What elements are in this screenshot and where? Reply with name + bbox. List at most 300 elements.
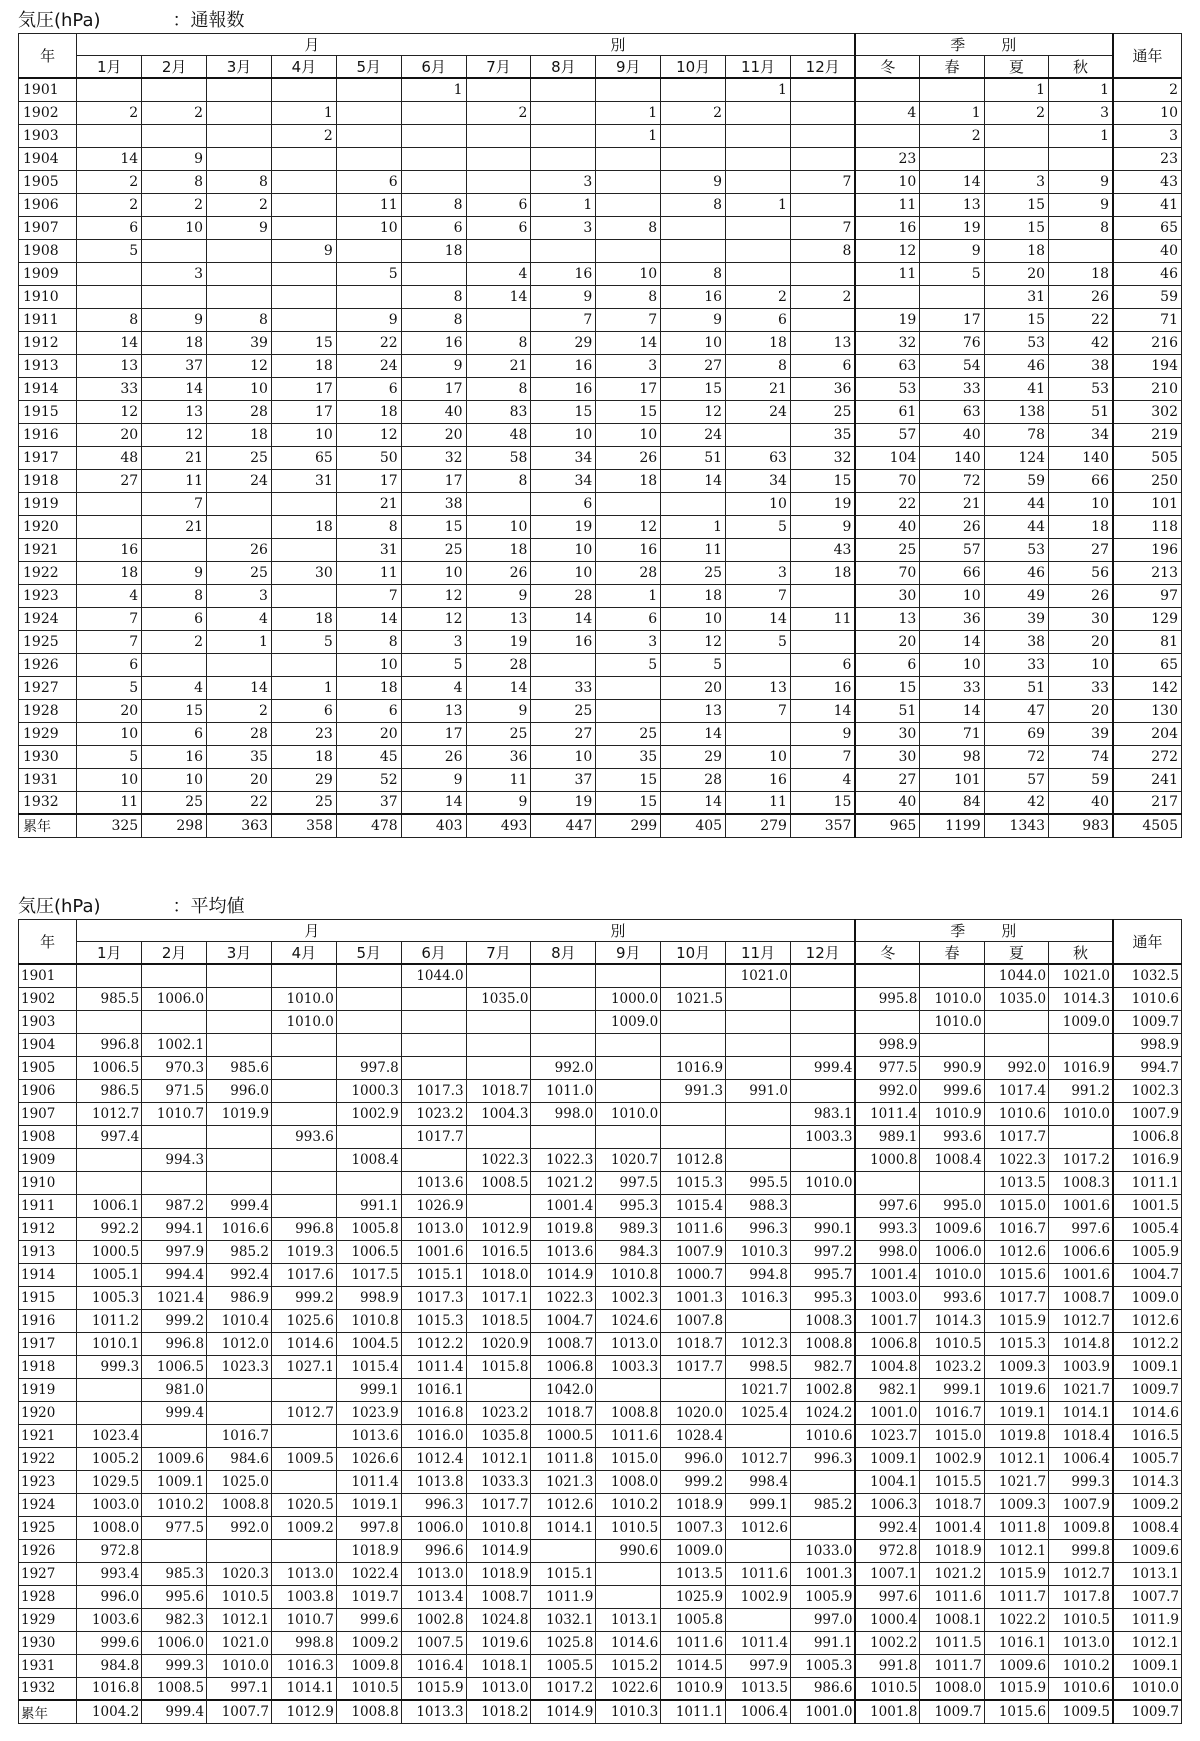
table-cell: 999.2 xyxy=(271,1286,336,1309)
table-cell: 994.4 xyxy=(142,1263,207,1286)
table-cell xyxy=(466,492,531,515)
table-cell: 15 xyxy=(271,331,336,354)
table-cell: 999.4 xyxy=(142,1700,207,1723)
table-cell: 20 xyxy=(984,262,1048,285)
table-cell: 988.3 xyxy=(726,1194,791,1217)
table-cell: 194 xyxy=(1113,354,1182,377)
table-cell: 997.9 xyxy=(142,1240,207,1263)
table-cell: 35 xyxy=(207,745,272,768)
table-cell: 18 xyxy=(790,561,855,584)
table-cell: 1006.4 xyxy=(726,1700,791,1723)
table-cell: 1014.5 xyxy=(661,1654,726,1677)
table-row xyxy=(19,331,1182,354)
table-cell: 982.1 xyxy=(855,1378,919,1401)
table-cell: 1343 xyxy=(984,814,1048,837)
table-row xyxy=(19,791,1182,814)
year-header: 年 xyxy=(19,920,77,965)
table-cell: 19 xyxy=(855,308,919,331)
table-cell: 18 xyxy=(466,538,531,561)
table-cell: 196 xyxy=(1113,538,1182,561)
table-cell: 1010.7 xyxy=(271,1608,336,1631)
table-cell: 1021.0 xyxy=(1049,964,1113,987)
table-cell: 8 xyxy=(661,193,726,216)
table-cell: 15 xyxy=(531,400,596,423)
table-cell: 996.8 xyxy=(77,1033,142,1056)
table-cell: 1016.3 xyxy=(271,1654,336,1677)
table-cell: 1015.3 xyxy=(984,1332,1048,1355)
year-cell: 1906 xyxy=(19,193,77,216)
table-cell: 996.0 xyxy=(661,1447,726,1470)
table-cell xyxy=(401,1056,466,1079)
table-cell: 17 xyxy=(596,377,661,400)
table-cell: 13 xyxy=(920,193,984,216)
table-cell: 992.0 xyxy=(207,1516,272,1539)
table-cell: 999.6 xyxy=(920,1079,984,1102)
table-cell: 210 xyxy=(1113,377,1182,400)
table-cell: 4 xyxy=(401,676,466,699)
table-cell: 981.0 xyxy=(142,1378,207,1401)
table-cell: 1008.8 xyxy=(207,1493,272,1516)
table-cell: 1008.7 xyxy=(531,1332,596,1355)
table-cell: 13 xyxy=(661,699,726,722)
table-cell: 1022.3 xyxy=(984,1148,1048,1171)
table-row xyxy=(19,193,1182,216)
table-cell: 84 xyxy=(920,791,984,814)
table-cell: 40 xyxy=(401,400,466,423)
table-cell xyxy=(531,147,596,170)
table-cell: 30 xyxy=(1049,607,1113,630)
table-cell: 28 xyxy=(661,768,726,791)
year-cell: 1908 xyxy=(19,1125,77,1148)
table-row xyxy=(19,78,1182,101)
table-cell: 2 xyxy=(207,699,272,722)
table-cell: 1015.1 xyxy=(531,1562,596,1585)
table-cell: 1009.2 xyxy=(336,1631,401,1654)
table-cell: 8 xyxy=(207,308,272,331)
table-cell: 1015.4 xyxy=(336,1355,401,1378)
table-cell: 1011.9 xyxy=(531,1585,596,1608)
table-cell xyxy=(790,262,855,285)
table-cell: 250 xyxy=(1113,469,1182,492)
table-cell: 1011.5 xyxy=(920,1631,984,1654)
table-cell: 18 xyxy=(661,584,726,607)
table-cell xyxy=(984,1010,1048,1033)
table-cell xyxy=(77,964,142,987)
table-cell: 29 xyxy=(661,745,726,768)
table-cell: 34 xyxy=(726,469,791,492)
table-cell: 14 xyxy=(790,699,855,722)
table-cell xyxy=(790,1516,855,1539)
table-cell: 22 xyxy=(336,331,401,354)
table-cell: 6 xyxy=(77,653,142,676)
table-cell: 16 xyxy=(531,377,596,400)
table-cell: 16 xyxy=(401,331,466,354)
table-cell: 33 xyxy=(920,377,984,400)
table-cell: 992.4 xyxy=(207,1263,272,1286)
table-cell: 999.4 xyxy=(207,1194,272,1217)
table-cell: 990.1 xyxy=(790,1217,855,1240)
table-cell xyxy=(790,193,855,216)
year-header: 年 xyxy=(19,34,77,79)
table-cell: 1026.9 xyxy=(401,1194,466,1217)
table-cell: 15 xyxy=(984,216,1048,239)
year-cell: 1927 xyxy=(19,676,77,699)
table-cell xyxy=(596,239,661,262)
table-cell: 1004.1 xyxy=(855,1470,919,1493)
table-cell: 16 xyxy=(726,768,791,791)
table-cell: 10 xyxy=(77,768,142,791)
table-cell: 6 xyxy=(466,193,531,216)
table-cell: 5 xyxy=(401,653,466,676)
table-cell: 10 xyxy=(401,561,466,584)
table-cell xyxy=(726,987,791,1010)
table-cell: 983.1 xyxy=(790,1102,855,1125)
year-cell: 1925 xyxy=(19,1516,77,1539)
table-cell: 1 xyxy=(531,193,596,216)
table-cell xyxy=(596,1562,661,1585)
table-cell: 325 xyxy=(77,814,142,837)
table-cell xyxy=(142,239,207,262)
table-cell: 1013.5 xyxy=(726,1677,791,1700)
table-cell: 8 xyxy=(661,262,726,285)
year-cell: 1925 xyxy=(19,630,77,653)
table-cell: 1008.1 xyxy=(920,1608,984,1631)
table-cell: 1012.1 xyxy=(466,1447,531,1470)
table-cell: 991.3 xyxy=(661,1079,726,1102)
table-cell: 1006.5 xyxy=(142,1355,207,1378)
table-cell: 14 xyxy=(596,331,661,354)
table-cell xyxy=(790,78,855,101)
table-cell: 1009.7 xyxy=(1113,1010,1182,1033)
table-cell: 1012.1 xyxy=(1113,1631,1182,1654)
table-cell xyxy=(271,1102,336,1125)
table-cell: 20 xyxy=(1049,699,1113,722)
year-cell: 1904 xyxy=(19,1033,77,1056)
table-cell: 7 xyxy=(531,308,596,331)
table-cell xyxy=(207,239,272,262)
table-cell xyxy=(920,285,984,308)
table-cell xyxy=(531,78,596,101)
table-cell: 1022.6 xyxy=(596,1677,661,1700)
table-cell: 984.8 xyxy=(77,1654,142,1677)
table-cell: 1011.1 xyxy=(661,1700,726,1723)
table-cell xyxy=(726,262,791,285)
table-cell: 1014.1 xyxy=(531,1516,596,1539)
year-cell: 1927 xyxy=(19,1562,77,1585)
table-cell: 1009.0 xyxy=(596,1010,661,1033)
table-cell: 1044.0 xyxy=(401,964,466,987)
table-cell xyxy=(1049,1125,1113,1148)
table-cell: 1010.0 xyxy=(920,987,984,1010)
table-cell: 1006.8 xyxy=(855,1332,919,1355)
table-cell xyxy=(466,1378,531,1401)
table-cell: 1013.0 xyxy=(271,1562,336,1585)
table-cell: 14 xyxy=(920,699,984,722)
table-cell: 8 xyxy=(1049,216,1113,239)
table-cell: 997.5 xyxy=(596,1171,661,1194)
table-cell xyxy=(271,1148,336,1171)
table-cell: 1009.2 xyxy=(1113,1493,1182,1516)
table-cell: 44 xyxy=(984,515,1048,538)
table-cell: 18 xyxy=(271,607,336,630)
month-header: 1月 xyxy=(77,942,142,965)
table-cell: 1009.5 xyxy=(271,1447,336,1470)
table-cell: 1006.0 xyxy=(142,1631,207,1654)
table-cell: 1024.6 xyxy=(596,1309,661,1332)
table-cell: 7 xyxy=(336,584,401,607)
table-cell xyxy=(142,653,207,676)
table-cell xyxy=(531,1125,596,1148)
year-cell: 1907 xyxy=(19,1102,77,1125)
table-cell: 2 xyxy=(77,170,142,193)
table-cell xyxy=(596,170,661,193)
table-cell: 1015.5 xyxy=(920,1470,984,1493)
table-cell: 1018.7 xyxy=(661,1332,726,1355)
table-cell: 1015.8 xyxy=(466,1355,531,1378)
table-cell: 98 xyxy=(920,745,984,768)
table-cell: 26 xyxy=(920,515,984,538)
table-cell: 997.2 xyxy=(790,1240,855,1263)
table-row xyxy=(19,515,1182,538)
table-cell: 1011.9 xyxy=(1113,1608,1182,1631)
table-cell xyxy=(726,147,791,170)
table-cell: 1008.4 xyxy=(1113,1516,1182,1539)
table-cell: 2 xyxy=(726,285,791,308)
table-cell xyxy=(77,124,142,147)
table-cell: 11 xyxy=(790,607,855,630)
table-cell: 21 xyxy=(336,492,401,515)
table-cell xyxy=(855,964,919,987)
table-cell xyxy=(271,262,336,285)
table-cell: 1005.8 xyxy=(336,1217,401,1240)
table-cell: 12 xyxy=(661,400,726,423)
month-header: 9月 xyxy=(596,56,661,79)
table-cell: 1025.9 xyxy=(661,1585,726,1608)
table-cell: 982.3 xyxy=(142,1608,207,1631)
table-cell: 1012.4 xyxy=(401,1447,466,1470)
table-cell: 1004.7 xyxy=(531,1309,596,1332)
table-cell xyxy=(466,1194,531,1217)
counts-body xyxy=(19,78,1182,837)
table-cell: 1010.8 xyxy=(336,1309,401,1332)
table-cell: 977.5 xyxy=(855,1056,919,1079)
table-cell: 1009.6 xyxy=(920,1217,984,1240)
table-cell: 1022.2 xyxy=(984,1608,1048,1631)
table-cell xyxy=(466,78,531,101)
table-cell: 972.8 xyxy=(855,1539,919,1562)
table-cell: 1010.4 xyxy=(207,1309,272,1332)
averages-title: 気圧(hPa) ：平均値 xyxy=(18,896,245,917)
table-cell xyxy=(271,1378,336,1401)
table-cell: 17 xyxy=(336,469,401,492)
table-cell: 3 xyxy=(596,630,661,653)
table-cell: 9 xyxy=(401,768,466,791)
table-cell: 11 xyxy=(855,262,919,285)
table-cell xyxy=(401,1148,466,1171)
table-cell: 5 xyxy=(271,630,336,653)
table-cell: 997.6 xyxy=(855,1585,919,1608)
table-cell: 45 xyxy=(336,745,401,768)
table-cell: 3 xyxy=(531,216,596,239)
table-cell: 8 xyxy=(401,193,466,216)
table-cell: 47 xyxy=(984,699,1048,722)
year-cell: 1903 xyxy=(19,1010,77,1033)
table-cell: 1 xyxy=(207,630,272,653)
table-cell xyxy=(466,1010,531,1033)
table-cell: 1008.8 xyxy=(790,1332,855,1355)
month-header: 10月 xyxy=(661,56,726,79)
year-cell: 1912 xyxy=(19,331,77,354)
table-cell: 992.0 xyxy=(855,1079,919,1102)
table-cell: 17 xyxy=(401,469,466,492)
table-cell: 11 xyxy=(142,469,207,492)
table-cell: 1021.7 xyxy=(1049,1378,1113,1401)
table-cell: 33 xyxy=(920,676,984,699)
year-cell: 1911 xyxy=(19,1194,77,1217)
table-cell: 39 xyxy=(984,607,1048,630)
table-cell: 1015.4 xyxy=(661,1194,726,1217)
table-cell: 18 xyxy=(271,745,336,768)
month-header: 7月 xyxy=(466,56,531,79)
table-cell: 1020.3 xyxy=(207,1562,272,1585)
table-row xyxy=(19,584,1182,607)
year-cell: 1916 xyxy=(19,423,77,446)
table-cell: 993.6 xyxy=(271,1125,336,1148)
total-row xyxy=(19,814,1182,837)
table-cell: 11 xyxy=(336,561,401,584)
table-cell: 10 xyxy=(142,768,207,791)
table-cell: 16 xyxy=(77,538,142,561)
year-cell: 1905 xyxy=(19,1056,77,1079)
table-row xyxy=(19,964,1182,987)
table-cell: 1010.5 xyxy=(855,1677,919,1700)
table-cell: 1011.4 xyxy=(726,1631,791,1654)
table-cell: 363 xyxy=(207,814,272,837)
table-cell: 1010.2 xyxy=(142,1493,207,1516)
table-cell: 1023.2 xyxy=(401,1102,466,1125)
table-cell xyxy=(401,124,466,147)
table-cell: 26 xyxy=(1049,285,1113,308)
year-cell: 1903 xyxy=(19,124,77,147)
table-cell: 72 xyxy=(920,469,984,492)
table-cell: 13 xyxy=(142,400,207,423)
table-cell: 995.8 xyxy=(855,987,919,1010)
table-cell: 1002.1 xyxy=(142,1033,207,1056)
table-cell: 1019.8 xyxy=(984,1424,1048,1447)
season-header: 夏 xyxy=(984,56,1048,79)
table-cell: 26 xyxy=(596,446,661,469)
table-cell: 984.6 xyxy=(207,1447,272,1470)
table-row xyxy=(19,676,1182,699)
table-cell: 30 xyxy=(855,584,919,607)
table-cell: 1011.2 xyxy=(77,1309,142,1332)
table-cell: 982.7 xyxy=(790,1355,855,1378)
table-cell xyxy=(207,285,272,308)
table-cell: 994.8 xyxy=(726,1263,791,1286)
table-cell: 65 xyxy=(1113,216,1182,239)
table-cell: 5 xyxy=(77,745,142,768)
table-cell: 28 xyxy=(207,400,272,423)
table-cell: 1010.0 xyxy=(271,1010,336,1033)
table-cell: 63 xyxy=(726,446,791,469)
table-cell: 1008.0 xyxy=(596,1470,661,1493)
table-cell xyxy=(401,147,466,170)
table-cell: 58 xyxy=(466,446,531,469)
averages-table xyxy=(18,919,1182,1724)
table-cell: 1006.3 xyxy=(855,1493,919,1516)
table-cell: 1018.7 xyxy=(531,1401,596,1424)
table-cell: 22 xyxy=(855,492,919,515)
table-cell xyxy=(790,124,855,147)
table-cell: 1001.7 xyxy=(855,1309,919,1332)
table-cell: 1 xyxy=(984,78,1048,101)
table-cell: 992.0 xyxy=(531,1056,596,1079)
table-cell: 1008.5 xyxy=(466,1171,531,1194)
table-row xyxy=(19,1286,1182,1309)
table-cell xyxy=(142,964,207,987)
table-cell: 298 xyxy=(142,814,207,837)
table-cell: 17 xyxy=(271,400,336,423)
table-cell: 1021.3 xyxy=(531,1470,596,1493)
table-cell: 995.3 xyxy=(790,1286,855,1309)
table-cell: 10 xyxy=(1113,101,1182,124)
table-cell: 1022.3 xyxy=(531,1286,596,1309)
table-cell xyxy=(531,239,596,262)
table-cell: 21 xyxy=(726,377,791,400)
table-cell: 1013.3 xyxy=(401,1700,466,1723)
table-cell: 1023.2 xyxy=(920,1355,984,1378)
table-cell: 13 xyxy=(855,607,919,630)
table-cell xyxy=(466,147,531,170)
table-cell: 21 xyxy=(142,446,207,469)
table-cell: 9 xyxy=(1049,193,1113,216)
table-cell: 1019.9 xyxy=(207,1102,272,1125)
table-cell xyxy=(1049,1033,1113,1056)
table-cell xyxy=(271,1539,336,1562)
table-cell: 1005.9 xyxy=(1113,1240,1182,1263)
table-cell: 130 xyxy=(1113,699,1182,722)
table-cell: 999.1 xyxy=(336,1378,401,1401)
table-cell: 1009.3 xyxy=(984,1355,1048,1378)
table-cell xyxy=(271,193,336,216)
table-cell: 32 xyxy=(790,446,855,469)
year-cell: 1902 xyxy=(19,101,77,124)
table-cell: 1005.8 xyxy=(661,1608,726,1631)
table-cell: 1 xyxy=(661,515,726,538)
table-cell: 1023.2 xyxy=(466,1401,531,1424)
year-cell: 1914 xyxy=(19,377,77,400)
table-cell: 1011.7 xyxy=(984,1585,1048,1608)
table-cell: 9 xyxy=(401,354,466,377)
table-cell: 1004.5 xyxy=(336,1332,401,1355)
table-cell xyxy=(271,1079,336,1102)
table-cell: 10 xyxy=(271,423,336,446)
table-cell: 1014.6 xyxy=(596,1631,661,1654)
year-cell: 1926 xyxy=(19,1539,77,1562)
table-cell xyxy=(336,1010,401,1033)
table-cell: 57 xyxy=(855,423,919,446)
table-cell: 1018.2 xyxy=(466,1700,531,1723)
table-cell: 1002.8 xyxy=(401,1608,466,1631)
table-cell: 18 xyxy=(271,515,336,538)
table-cell xyxy=(336,239,401,262)
table-cell: 42 xyxy=(1049,331,1113,354)
table-row xyxy=(19,1562,1182,1585)
table-cell: 1009.8 xyxy=(336,1654,401,1677)
table-cell xyxy=(77,1010,142,1033)
table-cell: 1011.8 xyxy=(531,1447,596,1470)
table-cell xyxy=(401,1033,466,1056)
